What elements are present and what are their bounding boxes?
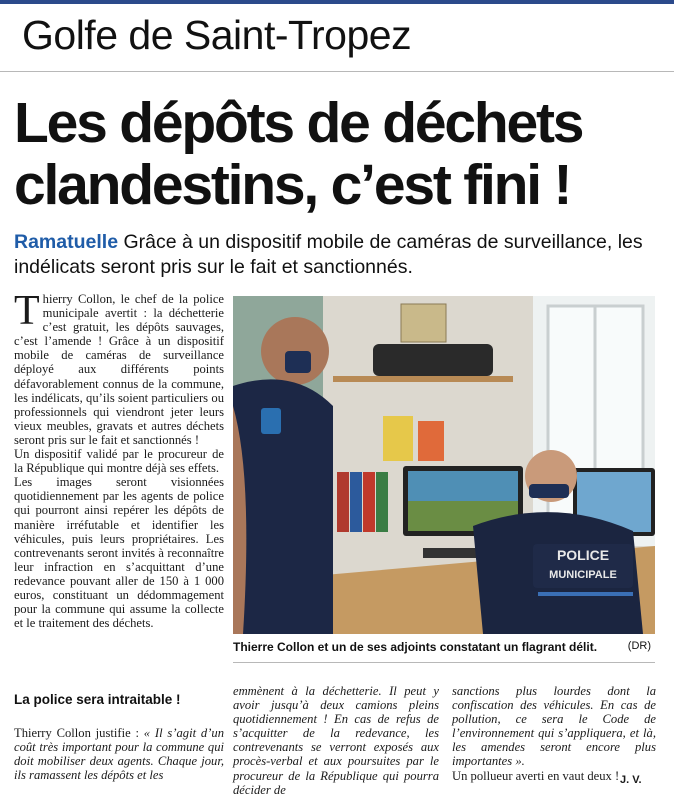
- author-signature: J. V.: [620, 774, 642, 786]
- quote-lead: Thierry Collon justifie :: [14, 726, 144, 740]
- photo-caption-row: [233, 640, 655, 654]
- deck-text: Grâce à un dispositif mobile de caméras de surveillance, les indélicats seront pris sur le fait et sanctionnés.: [14, 231, 643, 278]
- article-column-1-bottom: [14, 726, 224, 782]
- photo-caption: Thierre Collon et un de ses adjoints constatant un flagrant délit.: [233, 640, 598, 654]
- vest-text-municipale: MUNICIPALE: [549, 569, 617, 581]
- article-column-2: emmènent à la déchetterie. Il peut y avoir jusqu’à deux camions pleins quotidiennement ! En cas de refus de s’acquitter de la redevance, les contrevenants se verront exposés aux procès-verbal et aux poursuites par le procureur de la République qui pourra décider de: [233, 684, 439, 797]
- article-column-1: [14, 288, 224, 631]
- quote-start: « Il s’agit d’un coût très important pour la commune qui doit mobiliser deux agents. Chaque jour, ils ramassent les dépôts et les: [14, 726, 224, 783]
- article-photo: [233, 296, 655, 634]
- article-column-3: [452, 684, 656, 783]
- section-title: Golfe de Saint-Tropez: [22, 12, 412, 58]
- section-divider: [0, 71, 674, 72]
- deck-kicker: Ramatuelle: [14, 231, 119, 253]
- paragraph-3: Les images seront visionnées quotidiennement par les agents de police qui pourront ainsi repérer les dépôts de manière irréfutable et identifier les véhicules, puis leurs propriétaires. Les contrevenants seront invités à reconnaître leur infraction en s’acquittant d’une redevance pouvant aller de 150 à 1 000 euros, constituant un dédommagement pour la commune qui assume la collecte et le traitement des déchets.: [14, 475, 224, 631]
- intertitle: La police sera intraitable !: [14, 692, 181, 707]
- paragraph-2: Un dispositif validé par le procureur de la République qui montre déjà ses effets.: [14, 447, 224, 476]
- drop-cap: T: [14, 288, 40, 334]
- caption-divider: [233, 662, 655, 663]
- top-color-bar: [0, 0, 674, 4]
- headline: Les dépôts de déchets clandestins, c’est fini !: [14, 91, 583, 217]
- deck: [14, 230, 664, 280]
- closing-line: Un pollueur averti en vaut deux !: [452, 768, 620, 783]
- quote-end: sanctions plus lourdes dont la confiscation des véhicules. En cas de pollution, ce sera le Code de l’environnement qui s’appliquera, et là, les amendes seront encore plus importantes ».: [452, 684, 656, 769]
- vest-text-police: POLICE: [556, 547, 610, 563]
- paragraph-1: hierry Collon, le chef de la police municipale avertit : la déchetterie c’est gratuit, les dépôts sauvages, c’est l’amende ! Grâce à un dispositif mobile de caméras de surveillance déployé aux différents points défavorablement connus de la commune, les indélicats, qu’ils soient particuliers ou professionnels qui viendront jeter leurs vieux meubles, gravats et autres déchets seront pris sur le fait et sanctionnés !: [14, 292, 224, 447]
- photo-credit: (DR): [627, 640, 651, 652]
